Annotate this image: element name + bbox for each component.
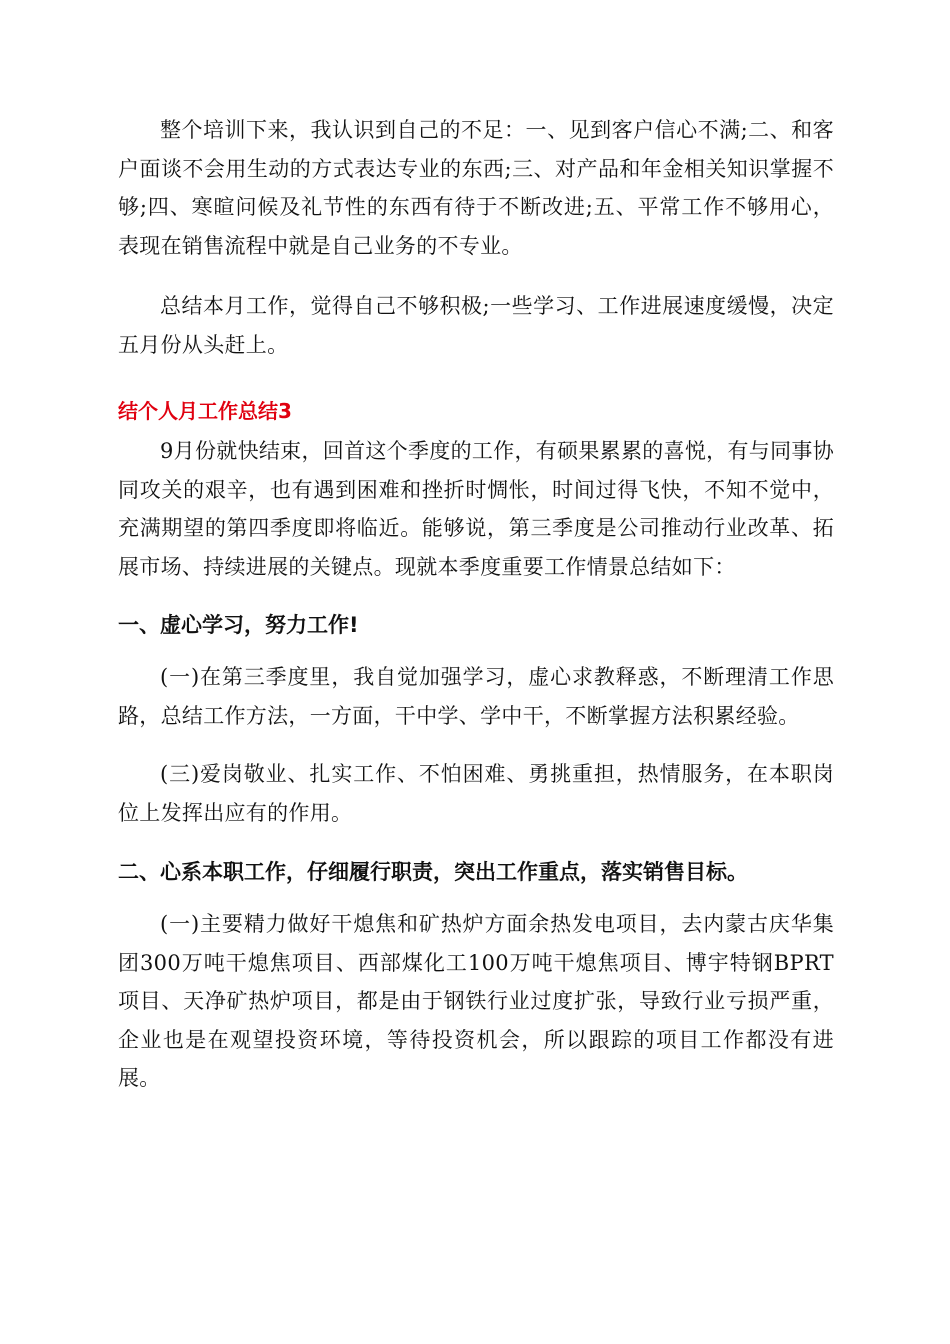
- heading-duties-sales: 二、心系本职工作，仔细履行职责，突出工作重点，落实销售目标。: [118, 860, 748, 884]
- heading-study-work: 一、虚心学习，努力工作!: [118, 613, 359, 637]
- paragraph-month-summary: 总结本月工作，觉得自己不够积极;一些学习、工作进展速度缓慢，决定五月份从头赶上。: [118, 294, 834, 357]
- paragraph-study-point-3: (三)爱岗敬业、扎实工作、不怕困难、勇挑重担，热情服务，在本职岗位上发挥出应有的作用。: [118, 762, 834, 825]
- paragraph-projects: (一)主要精力做好干熄焦和矿热炉方面余热发电项目，去内蒙古庆华集团300万吨干熄焦项目、西部煤化工100万吨干熄焦项目、博宇特钢BPRT项目、天净矿热炉项目，都是由于钢铁行业过度扩张，导致行业亏损严重，企业也是在观望投资环境，等待投资机会，所以跟踪的项目工作都没有进展。: [118, 912, 834, 1090]
- paragraph-study-point-1: (一)在第三季度里，我自觉加强学习，虚心求教释惑，不断理清工作思路，总结工作方法，一方面，干中学、学中干，不断掌握方法积累经验。: [118, 665, 834, 728]
- paragraph-training-shortcomings: 整个培训下来，我认识到自己的不足：一、见到客户信心不满;二、和客户面谈不会用生动的方式表达专业的东西;三、对产品和年金相关知识掌握不够;四、寒暄问候及礼节性的东西有待于不断改进;五、平常工作不够用心，表现在销售流程中就是自己业务的不专业。: [118, 118, 834, 258]
- section-title: 结个人月工作总结3: [118, 399, 292, 423]
- paragraph-quarter-intro: 9月份就快结束，回首这个季度的工作，有硕果累累的喜悦，有与同事协同攻关的艰辛，也有遇到困难和挫折时惆怅，时间过得飞快，不知不觉中，充满期望的第四季度即将临近。能够说，第三季度是公司推动行业改革、拓展市场、持续进展的关键点。现就本季度重要工作情景总结如下：: [118, 439, 834, 579]
